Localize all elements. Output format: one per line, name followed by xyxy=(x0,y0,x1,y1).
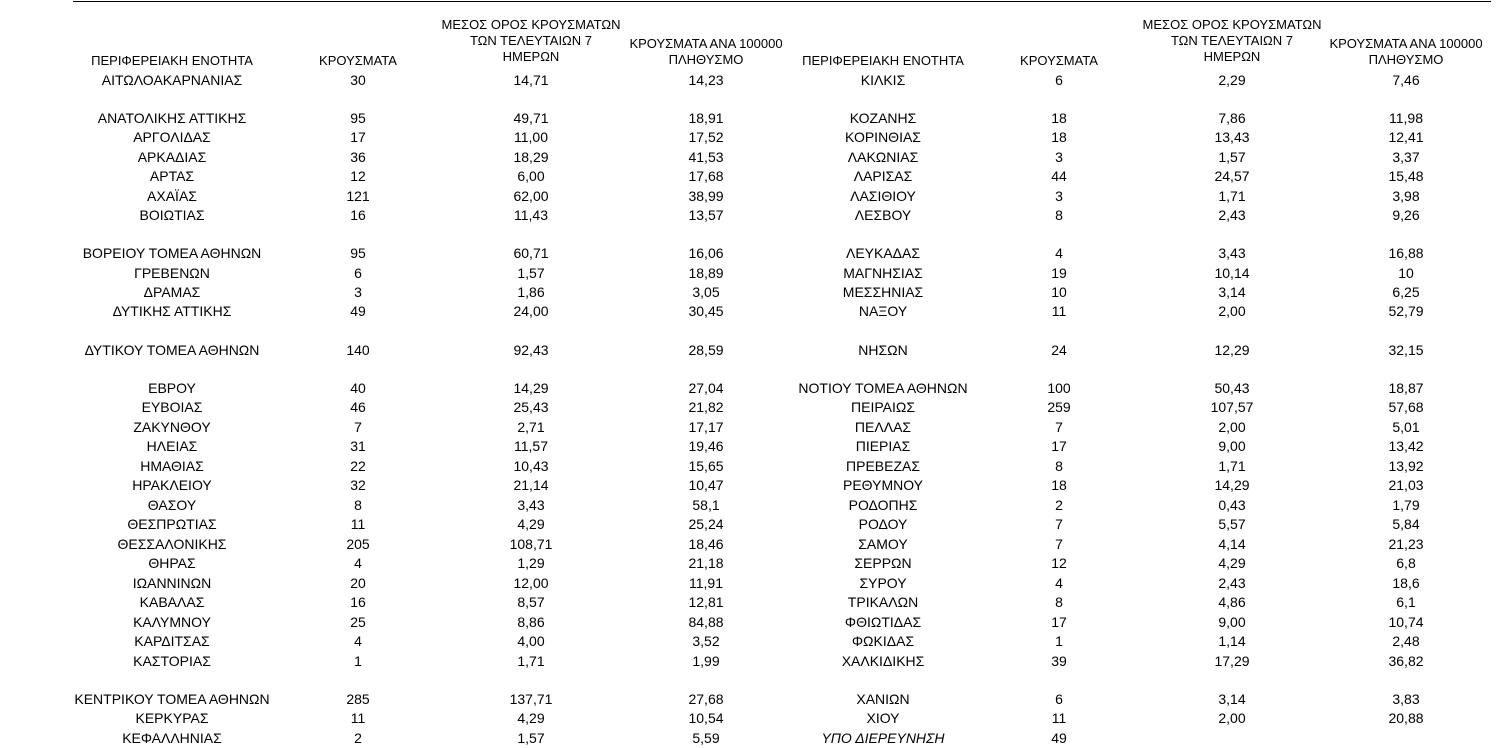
right-cases-cell: 19 xyxy=(1051,265,1067,281)
left-per100k-cell: 28,59 xyxy=(688,342,724,358)
left-avg7-cell: 6,00 xyxy=(517,168,545,184)
left-region-cell: ΘΑΣΟΥ xyxy=(147,497,197,513)
right-avg7-cell: 2,43 xyxy=(1218,207,1246,223)
right-per100k-cell: 36,82 xyxy=(1388,653,1424,669)
header-per100k-line2: ΠΛΗΘΥΣΜΟ xyxy=(1368,52,1444,67)
left-region-cell: ΚΑΡΔΙΤΣΑΣ xyxy=(134,633,210,649)
left-avg7-cell: 4,29 xyxy=(517,516,545,532)
left-cases-cell: 6 xyxy=(354,265,362,281)
left-cases-cell: 11 xyxy=(350,710,366,726)
right-cases-cell: 18 xyxy=(1051,110,1067,126)
left-avg7-cell: 4,29 xyxy=(517,710,545,726)
right-cases-cell: 8 xyxy=(1055,458,1063,474)
left-per100k-cell: 17,52 xyxy=(688,129,724,145)
right-avg7-cell: 13,43 xyxy=(1214,129,1250,145)
right-region-cell: ΧΑΛΚΙΔΙΚΗΣ xyxy=(841,653,925,669)
left-region-cell: ΚΕΝΤΡΙΚΟΥ ΤΟΜΕΑ ΑΘΗΝΩΝ xyxy=(74,691,270,707)
right-per100k-cell: 11,98 xyxy=(1389,110,1423,126)
right-region-cell: ΝΟΤΙΟΥ ΤΟΜΕΑ ΑΘΗΝΩΝ xyxy=(798,380,968,396)
right-region-cell: ΠΙΕΡΙΑΣ xyxy=(855,438,911,454)
left-region-cell: ΑΝΑΤΟΛΙΚΗΣ ΑΤΤΙΚΗΣ xyxy=(97,110,247,126)
header-avg7-left xyxy=(442,17,621,65)
right-region-cell: ΠΡΕΒΕΖΑΣ xyxy=(845,458,921,474)
left-cases-cell: 36 xyxy=(350,149,366,165)
right-avg7-cell: 2,29 xyxy=(1218,72,1246,88)
right-region-cell: ΧΙΟΥ xyxy=(866,710,900,726)
right-cases-cell: 11 xyxy=(1051,303,1067,319)
table-row xyxy=(0,709,1511,728)
table-row xyxy=(0,71,1511,90)
right-per100k-cell: 12,41 xyxy=(1388,129,1424,145)
table-row xyxy=(0,283,1511,302)
left-region-cell: ΑΡΓΟΛΙΔΑΣ xyxy=(133,129,211,145)
right-per100k-cell: 10 xyxy=(1398,265,1414,281)
left-avg7-cell: 25,43 xyxy=(513,399,549,415)
right-avg7-cell: 3,14 xyxy=(1218,284,1246,300)
right-avg7-cell: 50,43 xyxy=(1214,380,1250,396)
left-region-cell: ΑΡΚΑΔΙΑΣ xyxy=(137,149,207,165)
right-cases-cell: 3 xyxy=(1055,149,1063,165)
left-cases-cell: 7 xyxy=(354,419,362,435)
table-row xyxy=(0,167,1511,186)
table-row xyxy=(0,148,1511,167)
left-per100k-cell: 18,46 xyxy=(688,536,724,552)
right-region-cell: ΣΑΜΟΥ xyxy=(858,536,908,552)
header-avg7-line1: ΜΕΣΟΣ ΟΡΟΣ ΚΡΟΥΣΜΑΤΩΝ xyxy=(1142,17,1322,32)
left-per100k-cell: 58,1 xyxy=(692,497,720,513)
left-per100k-cell: 27,04 xyxy=(688,380,724,396)
left-cases-cell: 49 xyxy=(350,303,366,319)
left-region-cell: ΒΟΙΩΤΙΑΣ xyxy=(139,207,205,223)
right-avg7-cell: 2,43 xyxy=(1218,575,1246,591)
table-row xyxy=(0,690,1511,709)
header-per100k-line1: ΚΡΟΥΣΜΑΤΑ ΑΝΑ 100000 xyxy=(1329,36,1483,51)
left-cases-cell: 8 xyxy=(354,497,362,513)
header-avg7-line1: ΜΕΣΟΣ ΟΡΟΣ ΚΡΟΥΣΜΑΤΩΝ xyxy=(441,17,621,32)
left-avg7-cell: 92,43 xyxy=(513,342,549,358)
left-region-cell: ΚΑΣΤΟΡΙΑΣ xyxy=(133,653,211,669)
left-per100k-cell: 10,47 xyxy=(688,477,724,493)
table-row xyxy=(0,613,1511,632)
left-avg7-cell: 1,57 xyxy=(517,730,545,746)
left-avg7-cell: 60,71 xyxy=(513,245,549,261)
left-region-cell: ΗΛΕΙΑΣ xyxy=(146,438,198,454)
left-per100k-cell: 18,91 xyxy=(688,110,724,126)
right-per100k-cell: 52,79 xyxy=(1388,303,1424,319)
left-cases-cell: 12 xyxy=(350,168,366,184)
left-per100k-cell: 10,54 xyxy=(688,710,724,726)
left-region-cell: ΑΧΑΪΑΣ xyxy=(147,188,197,204)
left-avg7-cell: 1,86 xyxy=(517,284,545,300)
right-per100k-cell: 21,03 xyxy=(1388,477,1424,493)
left-region-cell: ΘΕΣΠΡΩΤΙΑΣ xyxy=(127,516,217,532)
table-top-border xyxy=(73,1,1491,2)
left-region-cell: ΚΕΡΚΥΡΑΣ xyxy=(135,710,209,726)
table-row xyxy=(0,515,1511,534)
header-cases-left: ΚΡΟΥΣΜΑΤΑ xyxy=(319,53,397,68)
right-cases-cell: 2 xyxy=(1055,497,1063,513)
left-region-cell: ΔΡΑΜΑΣ xyxy=(143,284,201,300)
right-region-cell: ΣΕΡΡΩΝ xyxy=(854,555,912,571)
left-per100k-cell: 12,81 xyxy=(688,594,724,610)
left-region-cell: ΓΡΕΒΕΝΩΝ xyxy=(134,265,210,281)
right-avg7-cell: 3,43 xyxy=(1218,245,1246,261)
right-cases-cell: 100 xyxy=(1047,380,1071,396)
left-cases-cell: 16 xyxy=(350,594,366,610)
left-per100k-cell: 11,91 xyxy=(689,575,723,591)
right-region-cell: ΤΡΙΚΑΛΩΝ xyxy=(847,594,919,610)
header-avg7-line2: ΤΩΝ ΤΕΛΕΥΤΑΙΩΝ 7 xyxy=(469,33,593,48)
left-region-cell: ΔΥΤΙΚΗΣ ΑΤΤΙΚΗΣ xyxy=(112,303,232,319)
header-avg7-line3: ΗΜΕΡΩΝ xyxy=(502,49,560,64)
left-avg7-cell: 14,71 xyxy=(513,72,549,88)
right-avg7-cell: 2,00 xyxy=(1218,419,1246,435)
left-cases-cell: 4 xyxy=(354,633,362,649)
table-row xyxy=(0,554,1511,573)
right-cases-cell: 17 xyxy=(1051,438,1067,454)
right-avg7-cell: 7,86 xyxy=(1218,110,1246,126)
right-cases-cell: 12 xyxy=(1051,555,1067,571)
left-cases-cell: 25 xyxy=(350,614,366,630)
right-region-cell: ΠΕΛΛΑΣ xyxy=(854,419,912,435)
left-avg7-cell: 108,71 xyxy=(509,536,553,552)
right-avg7-cell: 2,00 xyxy=(1218,710,1246,726)
right-cases-cell: 1 xyxy=(1055,633,1063,649)
left-cases-cell: 1 xyxy=(354,653,362,669)
left-region-cell: ΑΡΤΑΣ xyxy=(149,168,195,184)
right-cases-cell: 7 xyxy=(1055,536,1063,552)
left-avg7-cell: 8,57 xyxy=(517,594,545,610)
right-per100k-cell: 21,23 xyxy=(1388,536,1424,552)
right-cases-cell: 49 xyxy=(1051,730,1067,746)
left-per100k-cell: 30,45 xyxy=(688,303,724,319)
header-per100k-left xyxy=(629,36,782,68)
left-region-cell: ΕΥΒΟΙΑΣ xyxy=(141,399,203,415)
left-avg7-cell: 1,57 xyxy=(517,265,545,281)
right-per100k-cell: 10,74 xyxy=(1388,614,1424,630)
header-avg7-line3: ΗΜΕΡΩΝ xyxy=(1203,49,1261,64)
left-cases-cell: 30 xyxy=(350,72,366,88)
left-avg7-cell: 14,29 xyxy=(513,380,549,396)
right-cases-cell: 7 xyxy=(1055,419,1063,435)
right-avg7-cell: 1,71 xyxy=(1218,458,1246,474)
header-avg7-line2: ΤΩΝ ΤΕΛΕΥΤΑΙΩΝ 7 xyxy=(1170,33,1294,48)
left-per100k-cell: 13,57 xyxy=(688,207,724,223)
right-avg7-cell: 4,14 xyxy=(1218,536,1246,552)
table-row xyxy=(0,341,1511,360)
right-region-cell: ΝΑΞΟΥ xyxy=(858,303,908,319)
left-per100k-cell: 38,99 xyxy=(688,188,724,204)
right-cases-cell: 8 xyxy=(1055,207,1063,223)
right-per100k-cell: 6,25 xyxy=(1392,284,1420,300)
right-cases-cell: 3 xyxy=(1055,188,1063,204)
left-region-cell: ΙΩΑΝΝΙΝΩΝ xyxy=(132,575,212,591)
left-per100k-cell: 14,23 xyxy=(688,72,724,88)
left-region-cell: ΑΙΤΩΛΟΑΚΑΡΝΑΝΙΑΣ xyxy=(101,72,243,88)
left-per100k-cell: 5,59 xyxy=(692,730,720,746)
right-region-cell: ΡΟΔΟΥ xyxy=(858,516,908,532)
header-per100k-line2: ΠΛΗΘΥΣΜΟ xyxy=(668,52,744,67)
left-region-cell: ΔΥΤΙΚΟΥ ΤΟΜΕΑ ΑΘΗΝΩΝ xyxy=(84,342,260,358)
left-region-cell: ΗΡΑΚΛΕΙΟΥ xyxy=(132,477,212,493)
table-row xyxy=(0,244,1511,263)
right-region-cell: ΥΠΟ ΔΙΕΡΕΥΝΗΣΗ xyxy=(821,730,945,746)
left-avg7-cell: 21,14 xyxy=(513,477,549,493)
left-region-cell: ΘΗΡΑΣ xyxy=(148,555,196,571)
right-region-cell: ΦΩΚΙΔΑΣ xyxy=(851,633,915,649)
left-avg7-cell: 11,57 xyxy=(514,438,548,454)
right-cases-cell: 44 xyxy=(1051,168,1067,184)
left-avg7-cell: 1,71 xyxy=(517,653,545,669)
right-cases-cell: 18 xyxy=(1051,129,1067,145)
right-region-cell: ΚΟΖΑΝΗΣ xyxy=(849,110,917,126)
right-cases-cell: 4 xyxy=(1055,575,1063,591)
left-region-cell: ΖΑΚΥΝΘΟΥ xyxy=(133,419,211,435)
right-cases-cell: 6 xyxy=(1055,72,1063,88)
left-avg7-cell: 8,86 xyxy=(517,614,545,630)
table-row xyxy=(0,398,1511,417)
left-cases-cell: 16 xyxy=(350,207,366,223)
right-avg7-cell: 5,57 xyxy=(1218,516,1246,532)
table-row xyxy=(0,379,1511,398)
left-cases-cell: 205 xyxy=(346,536,370,552)
left-cases-cell: 11 xyxy=(350,516,366,532)
right-cases-cell: 10 xyxy=(1051,284,1067,300)
right-avg7-cell: 14,29 xyxy=(1214,477,1250,493)
right-per100k-cell: 13,92 xyxy=(1388,458,1424,474)
left-cases-cell: 95 xyxy=(350,110,366,126)
right-avg7-cell: 4,29 xyxy=(1218,555,1246,571)
right-region-cell: ΠΕΙΡΑΙΩΣ xyxy=(851,399,915,415)
left-avg7-cell: 3,43 xyxy=(517,497,545,513)
right-region-cell: ΡΟΔΟΠΗΣ xyxy=(848,497,918,513)
left-avg7-cell: 10,43 xyxy=(513,458,549,474)
right-per100k-cell: 32,15 xyxy=(1388,342,1424,358)
left-cases-cell: 285 xyxy=(346,691,370,707)
left-cases-cell: 31 xyxy=(350,438,366,454)
right-region-cell: ΛΑΡΙΣΑΣ xyxy=(853,168,913,184)
table-row xyxy=(0,264,1511,283)
left-avg7-cell: 12,00 xyxy=(513,575,549,591)
right-avg7-cell: 12,29 xyxy=(1214,342,1250,358)
right-per100k-cell: 18,6 xyxy=(1392,575,1420,591)
left-per100k-cell: 25,24 xyxy=(688,516,724,532)
table-row xyxy=(0,574,1511,593)
left-region-cell: ΚΕΦΑΛΛΗΝΙΑΣ xyxy=(122,730,222,746)
header-per100k-right xyxy=(1329,36,1482,68)
table-row xyxy=(0,437,1511,456)
left-cases-cell: 20 xyxy=(350,575,366,591)
right-per100k-cell: 5,01 xyxy=(1392,419,1420,435)
header-region-right: ΠΕΡΙΦΕΡΕΙΑΚΗ ΕΝΟΤΗΤΑ xyxy=(802,53,964,68)
right-cases-cell: 24 xyxy=(1051,342,1067,358)
right-avg7-cell: 0,43 xyxy=(1218,497,1246,513)
left-per100k-cell: 17,68 xyxy=(688,168,724,184)
right-cases-cell: 4 xyxy=(1055,245,1063,261)
left-avg7-cell: 18,29 xyxy=(513,149,549,165)
left-avg7-cell: 4,00 xyxy=(517,633,545,649)
right-cases-cell: 39 xyxy=(1051,653,1067,669)
right-per100k-cell: 2,48 xyxy=(1392,633,1420,649)
left-region-cell: ΚΑΒΑΛΑΣ xyxy=(139,594,205,610)
header-avg7-right xyxy=(1143,17,1322,65)
left-avg7-cell: 11,43 xyxy=(514,207,548,223)
right-region-cell: ΣΥΡΟΥ xyxy=(859,575,907,591)
right-region-cell: ΧΑΝΙΩΝ xyxy=(856,691,910,707)
right-region-cell: ΛΑΚΩΝΙΑΣ xyxy=(847,149,919,165)
left-region-cell: ΘΕΣΣΑΛΟΝΙΚΗΣ xyxy=(117,536,227,552)
left-avg7-cell: 2,71 xyxy=(517,419,545,435)
right-avg7-cell: 107,57 xyxy=(1210,399,1254,415)
header-region-left: ΠΕΡΙΦΕΡΕΙΑΚΗ ΕΝΟΤΗΤΑ xyxy=(91,53,253,68)
left-per100k-cell: 17,17 xyxy=(688,419,724,435)
table-row xyxy=(0,206,1511,225)
left-per100k-cell: 21,82 xyxy=(688,399,724,415)
right-avg7-cell: 2,00 xyxy=(1218,303,1246,319)
right-region-cell: ΛΕΣΒΟΥ xyxy=(854,207,912,223)
right-avg7-cell: 1,14 xyxy=(1218,633,1246,649)
table-row xyxy=(0,476,1511,495)
left-region-cell: ΕΒΡΟΥ xyxy=(148,380,196,396)
table-row xyxy=(0,457,1511,476)
right-per100k-cell: 3,83 xyxy=(1392,691,1420,707)
right-avg7-cell: 1,71 xyxy=(1218,188,1246,204)
right-region-cell: ΦΘΙΩΤΙΔΑΣ xyxy=(844,614,922,630)
table-row xyxy=(0,418,1511,437)
right-cases-cell: 7 xyxy=(1055,516,1063,532)
right-cases-cell: 259 xyxy=(1047,399,1071,415)
right-cases-cell: 18 xyxy=(1051,477,1067,493)
left-cases-cell: 32 xyxy=(350,477,366,493)
right-region-cell: ΜΕΣΣΗΝΙΑΣ xyxy=(842,284,924,300)
right-per100k-cell: 15,48 xyxy=(1388,168,1424,184)
left-cases-cell: 17 xyxy=(350,129,366,145)
right-cases-cell: 11 xyxy=(1051,710,1067,726)
table-row xyxy=(0,729,1511,748)
right-per100k-cell: 18,87 xyxy=(1388,380,1424,396)
right-per100k-cell: 57,68 xyxy=(1388,399,1424,415)
right-region-cell: ΡΕΘΥΜΝΟΥ xyxy=(842,477,924,493)
right-avg7-cell: 4,86 xyxy=(1218,594,1246,610)
left-region-cell: ΒΟΡΕΙΟΥ ΤΟΜΕΑ ΑΘΗΝΩΝ xyxy=(82,245,262,261)
right-per100k-cell: 13,42 xyxy=(1388,438,1424,454)
header-per100k-line1: ΚΡΟΥΣΜΑΤΑ ΑΝΑ 100000 xyxy=(629,36,783,51)
right-per100k-cell: 1,79 xyxy=(1392,497,1420,513)
right-per100k-cell: 3,98 xyxy=(1392,188,1420,204)
table-row xyxy=(0,128,1511,147)
right-per100k-cell: 3,37 xyxy=(1392,149,1420,165)
left-cases-cell: 22 xyxy=(350,458,366,474)
left-avg7-cell: 137,71 xyxy=(509,691,553,707)
right-avg7-cell: 10,14 xyxy=(1214,265,1250,281)
left-region-cell: ΗΜΑΘΙΑΣ xyxy=(140,458,204,474)
right-cases-cell: 17 xyxy=(1051,614,1067,630)
right-cases-cell: 6 xyxy=(1055,691,1063,707)
table-row xyxy=(0,109,1511,128)
left-per100k-cell: 3,52 xyxy=(692,633,720,649)
right-avg7-cell: 9,00 xyxy=(1218,438,1246,454)
right-region-cell: ΛΑΣΙΘΙΟΥ xyxy=(850,188,916,204)
left-region-cell: ΚΑΛΥΜΝΟΥ xyxy=(133,614,211,630)
left-avg7-cell: 24,00 xyxy=(513,303,549,319)
left-per100k-cell: 84,88 xyxy=(688,614,724,630)
right-per100k-cell: 20,88 xyxy=(1388,710,1424,726)
left-per100k-cell: 19,46 xyxy=(688,438,724,454)
right-per100k-cell: 6,8 xyxy=(1396,555,1416,571)
left-cases-cell: 40 xyxy=(350,380,366,396)
left-cases-cell: 4 xyxy=(354,555,362,571)
right-per100k-cell: 16,88 xyxy=(1388,245,1424,261)
table-row xyxy=(0,593,1511,612)
right-region-cell: ΚΟΡΙΝΘΙΑΣ xyxy=(845,129,921,145)
left-per100k-cell: 27,68 xyxy=(688,691,724,707)
left-per100k-cell: 3,05 xyxy=(692,284,720,300)
header-cases-right: ΚΡΟΥΣΜΑΤΑ xyxy=(1020,53,1098,68)
table-row xyxy=(0,187,1511,206)
right-avg7-cell: 17,29 xyxy=(1214,653,1250,669)
right-region-cell: ΚΙΛΚΙΣ xyxy=(860,72,906,88)
left-per100k-cell: 16,06 xyxy=(688,245,724,261)
left-per100k-cell: 15,65 xyxy=(688,458,724,474)
left-avg7-cell: 62,00 xyxy=(513,188,549,204)
right-per100k-cell: 6,1 xyxy=(1396,594,1416,610)
right-per100k-cell: 5,84 xyxy=(1392,516,1420,532)
table-row xyxy=(0,302,1511,321)
left-per100k-cell: 1,99 xyxy=(692,653,720,669)
left-cases-cell: 95 xyxy=(350,245,366,261)
left-avg7-cell: 49,71 xyxy=(513,110,549,126)
left-cases-cell: 2 xyxy=(354,730,362,746)
left-cases-cell: 140 xyxy=(346,342,370,358)
right-per100k-cell: 7,46 xyxy=(1392,72,1420,88)
right-avg7-cell: 9,00 xyxy=(1218,614,1246,630)
left-per100k-cell: 41,53 xyxy=(688,149,724,165)
right-avg7-cell: 3,14 xyxy=(1218,691,1246,707)
right-avg7-cell: 1,57 xyxy=(1218,149,1246,165)
left-cases-cell: 3 xyxy=(354,284,362,300)
table-row xyxy=(0,535,1511,554)
left-cases-cell: 121 xyxy=(346,188,370,204)
right-cases-cell: 8 xyxy=(1055,594,1063,610)
right-per100k-cell: 9,26 xyxy=(1392,207,1420,223)
left-cases-cell: 46 xyxy=(350,399,366,415)
right-region-cell: ΝΗΣΩΝ xyxy=(858,342,908,358)
left-avg7-cell: 11,00 xyxy=(514,129,548,145)
left-avg7-cell: 1,29 xyxy=(517,555,545,571)
right-region-cell: ΛΕΥΚΑΔΑΣ xyxy=(845,245,921,261)
table-row xyxy=(0,632,1511,651)
table-row xyxy=(0,496,1511,515)
right-region-cell: ΜΑΓΝΗΣΙΑΣ xyxy=(843,265,923,281)
table-row xyxy=(0,652,1511,671)
left-per100k-cell: 18,89 xyxy=(688,265,724,281)
right-avg7-cell: 24,57 xyxy=(1214,168,1250,184)
left-per100k-cell: 21,18 xyxy=(688,555,724,571)
